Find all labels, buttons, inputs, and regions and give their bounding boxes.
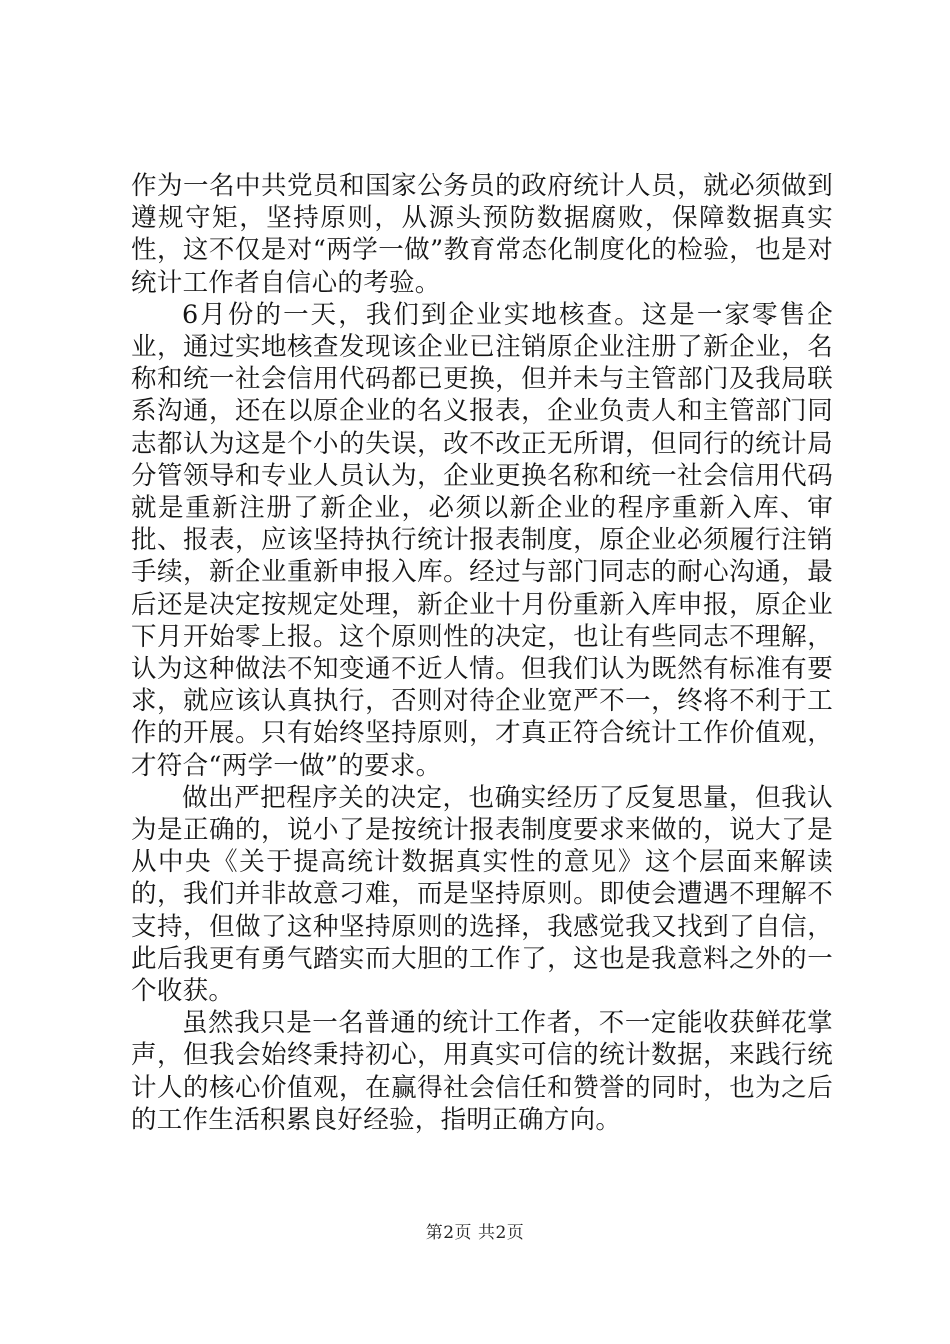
paragraph-4: 虽然我只是一名普通的统计工作者，不一定能收获鲜花掌声，但我会始终秉持初心，用真实可信的统计数据，来践行统计人的核心价值观，在赢得社会信任和赞誉的同时，也为之后的工作生活积累良好经验，指明正确方向。: [131, 1008, 833, 1135]
page-number-footer: 第2页 共2页: [425, 1223, 525, 1243]
paragraph-3: 做出严把程序关的决定，也确实经历了反复思量，但我认为是正确的，说小了是按统计报表制度要求来做的，说大了是从中央《关于提高统计数据真实性的意见》这个层面来解读的，我们并非故意刁难，而是坚持原则。即使会遭遇不理解不支持，但做了这种坚持原则的选择，我感觉我又找到了自信，此后我更有勇气踏实而大胆的工作了，这也是我意料之外的一个收获。: [131, 782, 833, 1007]
paragraph-1: 作为一名中共党员和国家公务员的政府统计人员，就必须做到遵规守矩，坚持原则，从源头预防数据腐败，保障数据真实性，这不仅是对“两学一做”教育常态化制度化的检验，也是对统计工作者自信心的考验。: [131, 171, 833, 298]
paragraph-2: 6月份的一天，我们到企业实地核查。这是一家零售企业，通过实地核查发现该企业已注销原企业注册了新企业，名称和统一社会信用代码都已更换，但并未与主管部门及我局联系沟通，还在以原企业的名义报表，企业负责人和主管部门同志都认为这是个小的失误，改不改正无所谓，但同行的统计局分管领导和专业人员认为，企业更换名称和统一社会信用代码就是重新注册了新企业，必须以新企业的程序重新入库、审批、报表，应该坚持执行统计报表制度，原企业必须履行注销手续，新企业重新申报入库。经过与部门同志的耐心沟通，最后还是决定按规定处理，新企业十月份重新入库申报，原企业下月开始零上报。这个原则性的决定，也让有些同志不理解，认为这种做法不知变通不近人情。但我们认为既然有标准有要求，就应该认真执行，否则对待企业宽严不一，终将不利于工作的开展。只有始终坚持原则，才真正符合统计工作价值观，才符合“两学一做”的要求。: [131, 299, 833, 781]
document-body: [131, 170, 833, 1136]
